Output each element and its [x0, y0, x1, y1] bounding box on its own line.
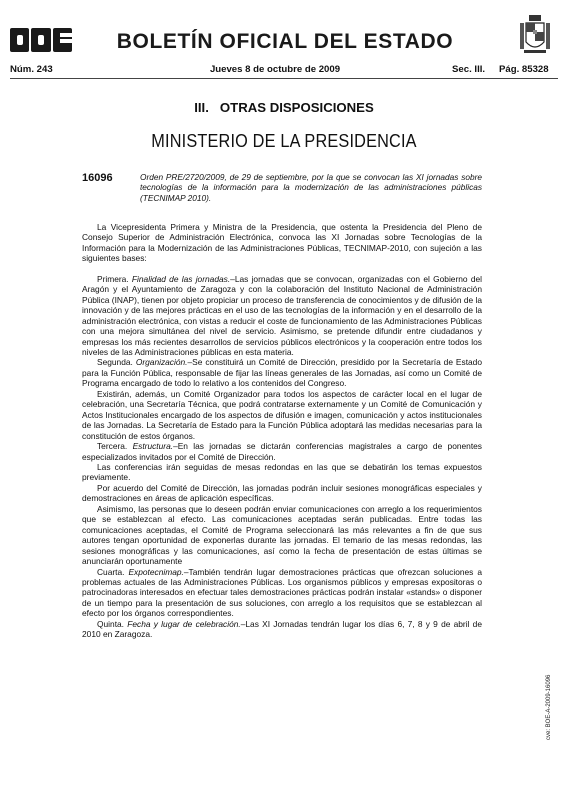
- paragraph-heading: Organización.: [135, 357, 188, 368]
- logo-block-o: [31, 28, 50, 52]
- paragraph-text: Por acuerdo del Comité de Dirección, las jornadas podrán incluir sesiones monográficas especiales y demostraciones en áreas de aplicación específicas.: [82, 482, 482, 504]
- paragraph-primera: [82, 274, 482, 358]
- body-text: [82, 222, 482, 640]
- paragraph-heading: Expotecnimap.: [128, 566, 184, 577]
- paragraph-lead: Tercera.: [97, 441, 128, 452]
- paragraph-lead: Cuarta.: [97, 566, 125, 577]
- ministry-heading: MINISTERIO DE LA PRESIDENCIA: [151, 130, 417, 151]
- logo-block-b: [10, 28, 29, 52]
- paragraph-text: Las conferencias irán seguidas de mesas redondas en las que se debatirán los temas expuestos previamente.: [82, 461, 482, 483]
- paragraph-sesiones: [82, 483, 482, 504]
- paragraph-heading: Fecha y lugar de celebración.: [127, 618, 241, 629]
- header-rule: [10, 78, 558, 79]
- paragraph-organizacion-extra: [82, 389, 482, 441]
- paragraph-text: –Se constituirá un Comité de Dirección, presidido por la Secretaría de Estado para la Función Pública, responsable de fijar las líneas generales de las Jornadas, así como un Comité de Programa encargado de todo lo relativo a los contenidos del Congreso.: [82, 357, 482, 389]
- paragraph-heading: Estructura.: [132, 441, 174, 452]
- document-title: Orden PRE/2720/2009, de 29 de septiembre, por la que se convocan las XI jornadas sobre tecnologías de la información para la modernización de las administraciones públicas (TECNIMAP 2010).: [140, 172, 482, 203]
- issue-date: Jueves 8 de octubre de 2009: [209, 64, 341, 75]
- paragraph-comunicaciones: [82, 504, 482, 567]
- boe-logo: [10, 28, 72, 52]
- paragraph-conferencias: [82, 462, 482, 483]
- section-heading: III. OTRAS DISPOSICIONES: [194, 100, 374, 115]
- paragraph-text: Existirán, además, un Comité Organizador para todos los aspectos de carácter local en el lugar de celebración, una Secretaría Técnica, que podrá contratarse externamente y un Comité de Comunicación y Actos Institucionales encargado de los aspectos de difusión e imagen, comunicación y actos institucionales de las Jornadas. La Secretaría de Estado para la Función Pública adoptará las medidas necesarias para la constitución de estos órganos.: [82, 388, 482, 441]
- document-number: 16096: [82, 172, 113, 184]
- paragraph-text: –Las jornadas que se convocan, organizadas con el Gobierno del Aragón y el Ayuntamiento de Zaragoza y con la colaboración del Instituto Nacional de Administración Pública (INAP), tienen por objeto propiciar un proceso de transferencia de conocimientos y de difusión de la innovación y de las mejores prácticas en el uso de las tecnologías de la información y en el desarrollo de la administración electrónica, con vistas a reducir el coste de funcionamiento de las Administraciones Públicas con una mejora simultánea del nivel de servicio. Asimismo, se pretende difundir entre ciudadanos y empresas los más recientes desarrollos de servicios públicos electrónicos y la cooperación entre todos los niveles de las Administraciones públicas en esta materia.: [82, 273, 483, 357]
- paragraph-text: La Vicepresidenta Primera y Ministra de la Presidencia, que ostenta la Presidencia del Pleno de Consejo Superior de Administración Electrónica, convoca las XI Jornadas sobre Tecnologías de la Información para la Modernización de las Administraciones Públicas, TECNIMAP-2010, con sujeción a las siguientes bases:: [82, 222, 482, 264]
- gazette-title: BOLETÍN OFICIAL DEL ESTADO: [116, 30, 454, 53]
- paragraph-lead: Primera.: [97, 273, 129, 284]
- page-number: Pág. 85328: [499, 64, 549, 75]
- paragraph-text: –En las jornadas se dictarán conferencias magistrales a cargo de ponentes especializados invitados por el Comité de Dirección.: [82, 441, 482, 462]
- logo-block-e: [53, 28, 72, 52]
- paragraph-text: –También tendrán lugar demostraciones prácticas que ofrezcan soluciones a problemas actuales de las Administraciones Públicas. Los organismos públicos y empresas expositoras o patrocinadoras interesados en efectuar tales demostraciones prácticas podrán instalar «stands» o disponer de un tiempo para la presentación de sus soluciones, con arreglo a los requisitos que se establezcan al efecto por los órganos correspondientes.: [82, 566, 482, 619]
- paragraph-text: –Las XI Jornadas tendrán lugar los días 6, 7, 8 y 9 de abril de 2010 en Zaragoza.: [82, 618, 482, 640]
- paragraph-lead: Quinta.: [97, 618, 125, 629]
- paragraph-segunda: [82, 357, 482, 388]
- verification-code: cve: BOE-A-2009-16096: [546, 674, 552, 740]
- paragraph-heading: Finalidad de las jornadas.: [131, 273, 231, 284]
- coat-of-arms-icon: [518, 14, 552, 56]
- paragraph-text: Asimismo, las personas que lo deseen podrán enviar comunicaciones con arreglo a los requerimientos que se establezcan al efecto. Las comunicaciones aceptadas serán publicadas. Entre todas las comunicaciones aceptadas, el Comité de Programa seleccionará las más relevantes a fin de que sus autores tengan oportunidad de exponerlas durante las jornadas. El temario de las mesas redondas, las sesiones monográficas y las comunicaciones, así como la fecha de presentación de estas últimas se anunciarán oportunamente: [82, 503, 482, 567]
- section-code: Sec. III.: [452, 64, 486, 75]
- paragraph-tercera: [82, 441, 482, 462]
- paragraph-quinta: [82, 619, 482, 640]
- issue-number: Núm. 243: [10, 64, 53, 75]
- paragraph-lead: Segunda.: [97, 357, 133, 368]
- paragraph-cuarta: [82, 567, 482, 619]
- paragraph-intro: [82, 222, 482, 264]
